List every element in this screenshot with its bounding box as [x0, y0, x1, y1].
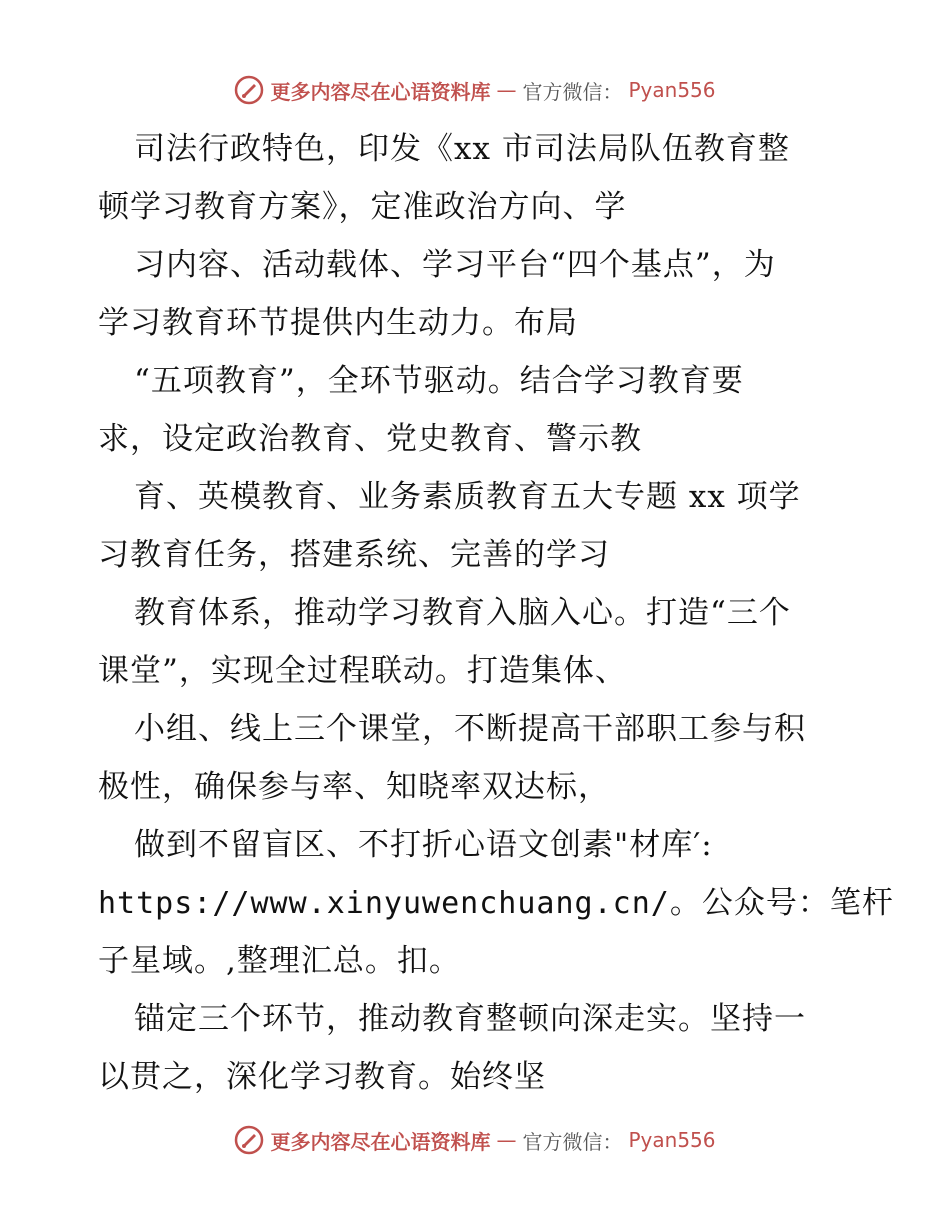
text-line: 子星域。,整理汇总。扣。 — [98, 943, 461, 979]
text-line: “五项教育”，全环节驱动。结合学习教育要 — [134, 363, 744, 399]
header-banner-wechat-account: Pyan556 — [628, 78, 716, 102]
header-banner-title: 更多内容尽在心语资料库 — [270, 79, 491, 104]
footer-banner-wechat-label: 官方微信： — [522, 1129, 623, 1154]
wechat-public-account-label: 。公众号：笔杆 — [669, 885, 894, 921]
text-line: 课堂”，实现全过程联动。打造集体、 — [98, 653, 627, 689]
text-line: 求，设定政治教育、党史教育、警示教 — [98, 421, 642, 457]
text-line: 司法行政特色，印发《xx 市司法局队伍教育整 — [134, 131, 790, 167]
footer-banner-wechat-account: Pyan556 — [628, 1128, 716, 1152]
footer-banner-separator: — — [496, 1128, 517, 1152]
brand-logo-icon — [234, 1125, 264, 1155]
text-line: 锚定三个环节，推动教育整顿向深走实。坚持一 — [134, 1001, 806, 1037]
brand-logo-icon — [234, 75, 264, 105]
text-line: 做到不留盲区、不打折心语文创素"材库′: — [134, 827, 713, 863]
website-url: https://www.xinyuwenchuang.cn/ — [98, 886, 670, 921]
text-line: 学习教育环节提供内生动力。布局 — [98, 305, 578, 341]
text-line: 育、英模教育、业务素质教育五大专题 xx 项学 — [134, 479, 801, 515]
url-text-line — [98, 874, 894, 932]
text-line: 极性，确保参与率、知晓率双达标， — [98, 769, 610, 805]
document-body — [98, 120, 894, 1106]
text-line: 习教育任务，搭建系统、完善的学习 — [98, 537, 610, 573]
text-line: 小组、线上三个课堂，不断提高干部职工参与积 — [134, 711, 806, 747]
text-line: 顿学习教育方案》，定准政治方向、学 — [98, 189, 627, 225]
footer-banner — [0, 1120, 950, 1160]
header-banner — [0, 70, 950, 110]
footer-banner-title: 更多内容尽在心语资料库 — [270, 1129, 491, 1154]
header-banner-separator: — — [496, 78, 517, 102]
header-banner-wechat-label: 官方微信： — [522, 79, 623, 104]
text-line: 以贯之，深化学习教育。始终坚 — [98, 1059, 546, 1095]
text-line: 习内容、活动载体、学习平台“四个基点”，为 — [134, 247, 776, 283]
text-line: 教育体系，推动学习教育入脑入心。打造“三个 — [134, 595, 791, 631]
